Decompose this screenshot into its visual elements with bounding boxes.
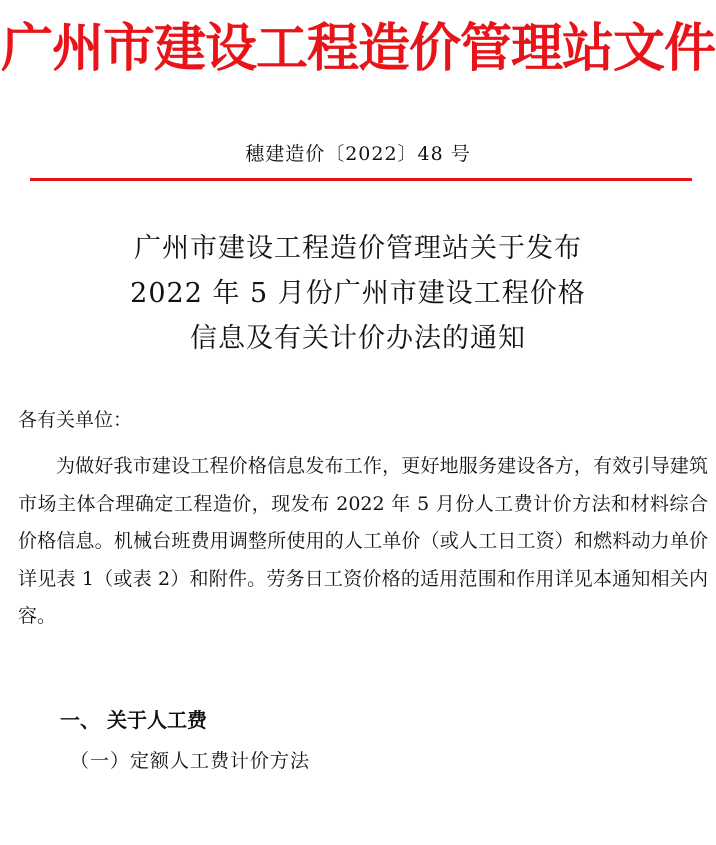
- title-line-2: 2022 年 5 月份广州市建设工程价格: [130, 278, 586, 309]
- body-paragraph: 为做好我市建设工程价格信息发布工作，更好地服务建设各方，有效引导建筑市场主体合理确定工程造价，现发布 2022 年 5 月份人工费计价方法和材料综合价格信息。机械台班费用调整所使用的人工单价（或人工日工资）和燃料动力单价详见表 1（或表 2）和附件。劳务日工资价格的适用范围和作用详见本通知相关内容。: [18, 455, 708, 627]
- title-line-3: 信息及有关计价办法的通知: [190, 323, 526, 354]
- salutation: 各有关单位：: [18, 409, 133, 431]
- title-line-1: 广州市建设工程造价管理站关于发布: [134, 233, 582, 264]
- document-header-title: 广州市建设工程造价管理站文件: [0, 19, 715, 79]
- notice-title: [0, 226, 716, 361]
- red-divider-line: [30, 178, 692, 181]
- section-heading-1: 一、 关于人工费: [60, 708, 207, 732]
- document-number: 穗建造价〔2022〕48 号: [245, 143, 471, 165]
- subsection-heading-1: （一）定额人工费计价方法: [70, 750, 311, 772]
